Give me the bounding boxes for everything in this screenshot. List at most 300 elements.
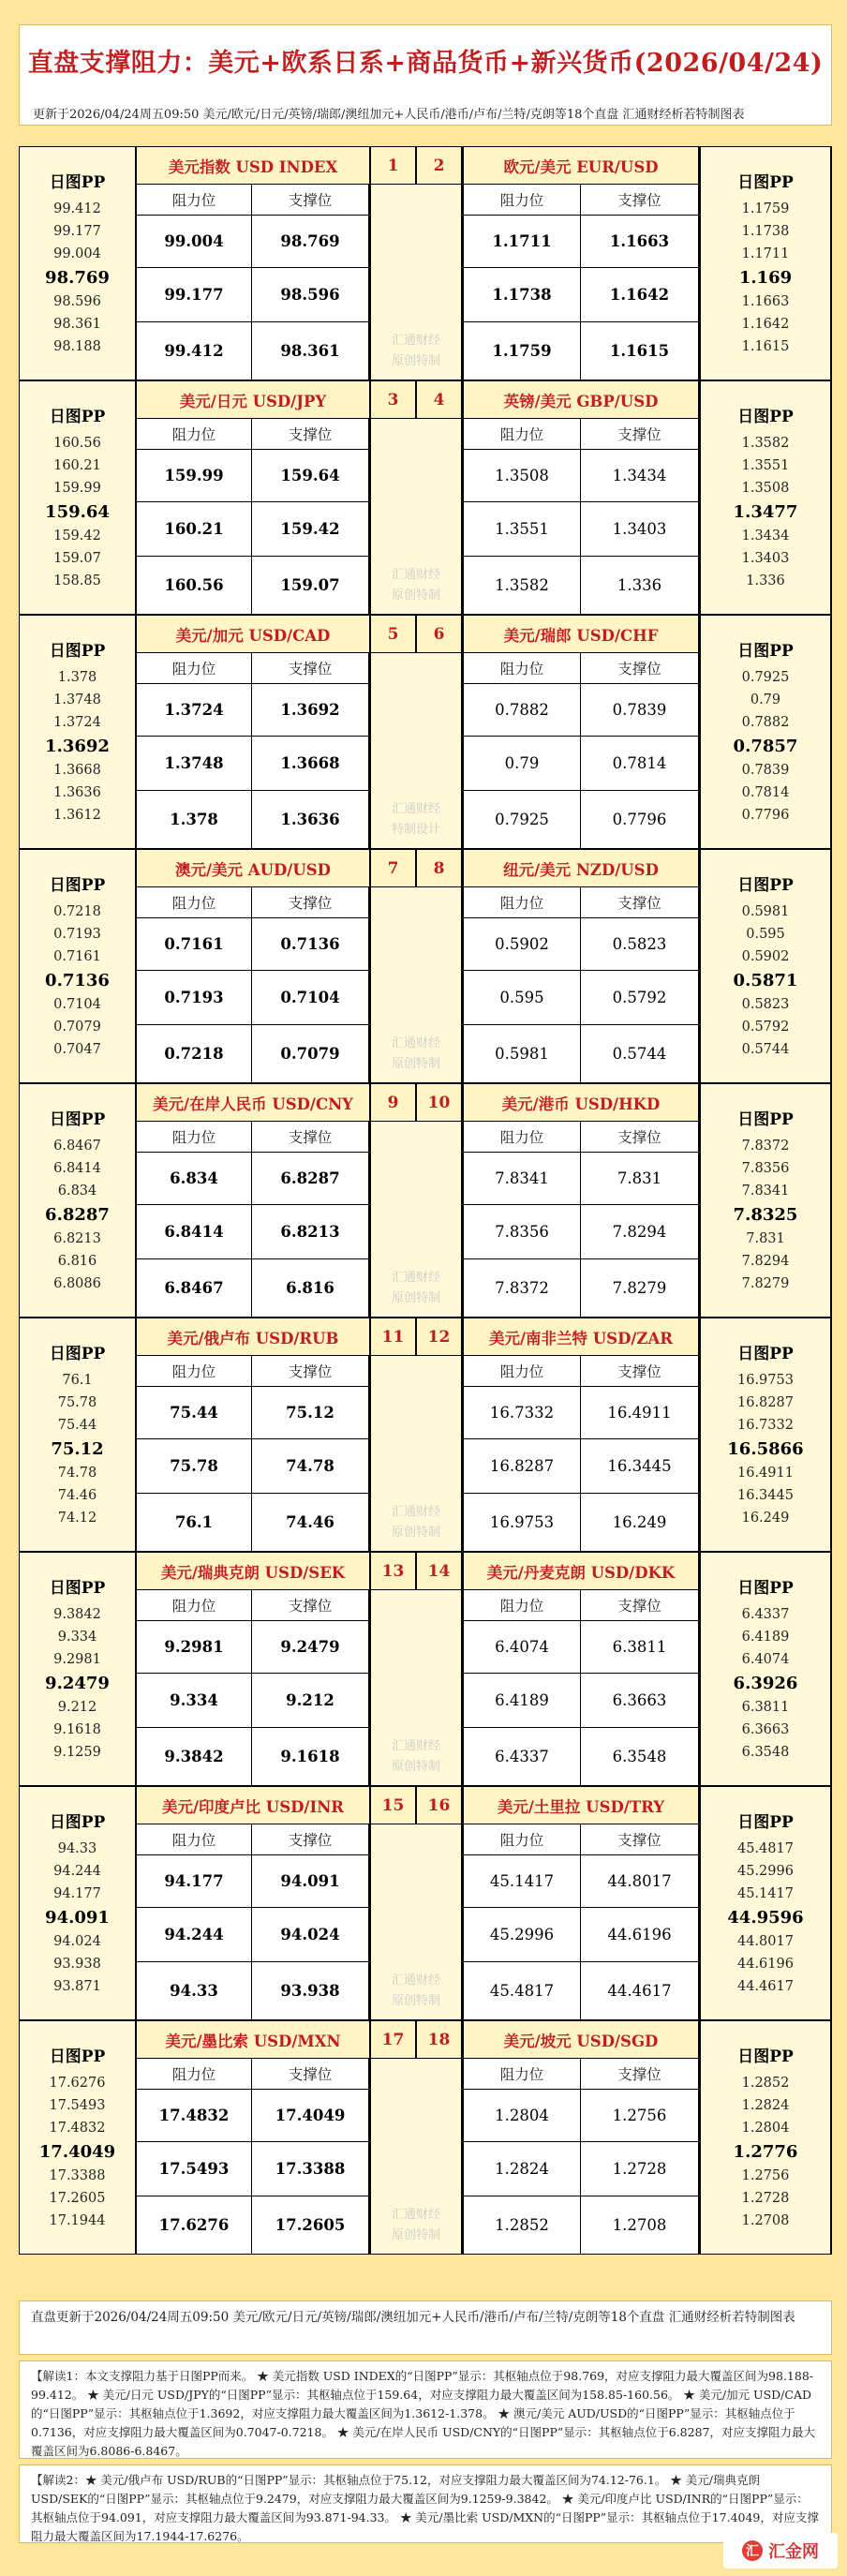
resistance-value: 45.1417 <box>464 1855 580 1907</box>
support-value: 6.3663 <box>581 1674 698 1727</box>
pp-level: 1.336 <box>746 573 785 588</box>
pp-header: 日图PP <box>737 642 794 661</box>
pp-level: 158.85 <box>53 573 101 588</box>
pair-name-left[interactable]: 美元/日元 USD/JPY <box>137 381 369 418</box>
watermark-line: 汇通财经 <box>391 1271 440 1285</box>
resistance-value: 94.244 <box>137 1908 251 1961</box>
pp-level: 9.1259 <box>53 1745 101 1760</box>
pp-levels <box>734 2072 798 2232</box>
support-header: 支撑位 <box>252 419 368 449</box>
resistance-value: 99.177 <box>137 268 251 321</box>
footer-update: 直盘更新于2026/04/24周五09:50 美元/欧元/日元/英镑/瑞郎/澳纽加元+人民币/港币/卢布/兰特/克朗等18个直盘 汇通财经析若特制图表 <box>19 2301 832 2355</box>
pp-level: 93.871 <box>53 1979 101 1994</box>
pair-name-left[interactable]: 美元/俄卢布 USD/RUB <box>137 1318 369 1355</box>
support-value: 6.3548 <box>581 1728 698 1785</box>
resistance-value: 1.2824 <box>464 2142 580 2196</box>
support-value: 6.816 <box>252 1259 368 1317</box>
pivot-point: 1.2776 <box>733 2142 798 2162</box>
pair-number-left: 9 <box>371 1084 415 1121</box>
resistance-header: 阻力位 <box>137 1824 251 1854</box>
pair-name-left[interactable]: 澳元/美元 AUD/USD <box>137 850 369 886</box>
pp-level: 1.1663 <box>741 294 790 309</box>
pp-level: 44.4617 <box>737 1979 794 1994</box>
resistance-value: 160.56 <box>137 557 251 614</box>
pair-number-left: 13 <box>371 1553 415 1589</box>
pp-level: 1.3748 <box>53 692 101 707</box>
pp-level: 1.3668 <box>53 763 101 778</box>
pp-header: 日图PP <box>737 173 794 192</box>
pp-level: 6.3663 <box>741 1722 790 1737</box>
pp-level: 1.3551 <box>741 458 790 473</box>
support-header: 支撑位 <box>252 2059 368 2089</box>
support-value: 44.4617 <box>581 1962 698 2019</box>
pair-name-right[interactable]: 美元/土里拉 USD/TRY <box>464 1787 698 1824</box>
pp-level: 0.7218 <box>53 904 101 919</box>
resistance-value: 0.5902 <box>464 918 580 970</box>
pair-number-left: 15 <box>371 1787 415 1824</box>
watermark-line: 汇通财经 <box>391 802 440 816</box>
support-value: 16.4911 <box>581 1387 698 1438</box>
watermark-line: 原创特制 <box>391 1526 440 1540</box>
pp-column-left <box>20 616 135 848</box>
pp-level: 9.334 <box>57 1630 97 1645</box>
resistance-value: 159.99 <box>137 450 251 501</box>
pp-header: 日图PP <box>49 2047 106 2066</box>
watermark-line: 汇通财经 <box>391 1036 440 1050</box>
pp-column-left <box>20 381 135 614</box>
pp-level: 16.3445 <box>737 1488 794 1503</box>
pp-column-right <box>701 1318 830 1551</box>
pp-level: 0.5981 <box>741 904 790 919</box>
pp-level: 7.8356 <box>741 1161 790 1176</box>
pivot-point: 44.9596 <box>727 1908 804 1928</box>
pp-level: 1.2804 <box>741 2121 790 2136</box>
pair-number-left: 5 <box>371 616 415 652</box>
resistance-value: 7.8356 <box>464 1205 580 1258</box>
pp-level: 0.7796 <box>741 808 790 823</box>
pp-header: 日图PP <box>49 876 106 895</box>
pp-level: 0.5744 <box>741 1042 790 1057</box>
pp-level: 6.8414 <box>53 1161 101 1176</box>
pp-level: 6.816 <box>57 1254 97 1269</box>
pair-number-left: 17 <box>371 2021 415 2058</box>
pair-name-right[interactable]: 美元/丹麦克朗 USD/DKK <box>464 1553 698 1589</box>
page-title: 直盘支撑阻力：美元+欧系日系+商品货币+新兴货币(2026/04/24) <box>27 49 824 78</box>
pp-level: 0.7925 <box>741 670 790 685</box>
resistance-header: 阻力位 <box>464 419 580 449</box>
pp-level: 0.79 <box>750 692 781 707</box>
pp-level: 44.8017 <box>737 1934 794 1949</box>
support-header: 支撑位 <box>581 653 698 683</box>
pp-level: 98.361 <box>53 317 101 332</box>
resistance-value: 6.8467 <box>137 1259 251 1317</box>
pp-header: 日图PP <box>49 1110 106 1129</box>
resistance-value: 6.8414 <box>137 1205 251 1258</box>
pp-level: 16.7332 <box>737 1418 794 1433</box>
watermark-line: 原创特制 <box>391 588 440 603</box>
resistance-value: 0.595 <box>464 971 580 1024</box>
resistance-value: 1.2852 <box>464 2196 580 2254</box>
pair-number-right: 4 <box>417 381 461 418</box>
pair-name-left[interactable]: 美元/印度卢比 USD/INR <box>137 1787 369 1824</box>
pp-header: 日图PP <box>737 876 794 895</box>
pair-name-right[interactable]: 纽元/美元 NZD/USD <box>464 850 698 886</box>
watermark-column <box>371 1824 461 2019</box>
pp-levels <box>39 2072 115 2232</box>
pp-level: 16.249 <box>741 1511 790 1526</box>
pivot-point: 1.169 <box>738 268 793 288</box>
watermark-line: 汇通财经 <box>391 1739 440 1753</box>
resistance-header: 阻力位 <box>137 887 251 917</box>
pp-level: 6.3811 <box>741 1700 790 1715</box>
pp-header: 日图PP <box>49 408 106 426</box>
support-value: 98.596 <box>252 268 368 321</box>
resistance-header: 阻力位 <box>464 1590 580 1620</box>
support-value: 1.3668 <box>252 737 368 790</box>
resistance-header: 阻力位 <box>137 1122 251 1152</box>
watermark-column <box>371 653 461 848</box>
pp-header: 日图PP <box>49 1579 106 1598</box>
support-value: 7.8294 <box>581 1205 698 1258</box>
pp-level: 0.5823 <box>741 997 790 1012</box>
pair-name-right[interactable]: 欧元/美元 EUR/USD <box>464 147 698 184</box>
pp-level: 0.7104 <box>53 997 101 1012</box>
pair-name-right[interactable]: 英镑/美元 GBP/USD <box>464 381 698 418</box>
resistance-value: 1.1759 <box>464 322 580 380</box>
support-value: 7.831 <box>581 1153 698 1204</box>
pp-level: 16.4911 <box>737 1466 794 1481</box>
resistance-value: 99.004 <box>137 216 251 267</box>
pp-level: 17.6276 <box>49 2076 106 2091</box>
support-value: 1.336 <box>581 557 698 614</box>
pair-number-left: 11 <box>371 1318 415 1355</box>
pp-header: 日图PP <box>737 1110 794 1129</box>
watermark-line: 原创特制 <box>391 2228 440 2242</box>
resistance-header: 阻力位 <box>464 1356 580 1386</box>
support-value: 159.64 <box>252 450 368 501</box>
support-value: 94.024 <box>252 1908 368 1961</box>
pp-level: 99.004 <box>53 246 101 261</box>
watermark <box>371 331 461 372</box>
pp-level: 0.7839 <box>741 763 790 778</box>
pair-number-right: 18 <box>417 2021 461 2058</box>
pair-block <box>19 615 832 849</box>
pp-level: 0.7079 <box>53 1020 101 1035</box>
pp-column-right <box>701 381 830 614</box>
pp-levels <box>734 666 798 826</box>
resistance-value: 75.44 <box>137 1387 251 1438</box>
pp-column-right <box>701 1084 830 1317</box>
watermark-line: 原创特制 <box>391 1291 440 1305</box>
pp-level: 16.8287 <box>737 1395 794 1410</box>
watermark-column <box>371 1356 461 1551</box>
support-value: 74.46 <box>252 1494 368 1551</box>
support-value: 17.2605 <box>252 2196 368 2254</box>
resistance-value: 94.33 <box>137 1962 251 2019</box>
pair-name-left[interactable]: 美元/在岸人民币 USD/CNY <box>137 1084 369 1121</box>
watermark-line: 汇通财经 <box>391 1973 440 1988</box>
pp-column-left <box>20 1787 135 2019</box>
pp-level: 76.1 <box>62 1373 93 1388</box>
resistance-header: 阻力位 <box>137 185 251 215</box>
resistance-value: 6.4074 <box>464 1621 580 1673</box>
pair-number-left: 7 <box>371 850 415 886</box>
resistance-header: 阻力位 <box>464 1824 580 1854</box>
pair-block <box>19 1552 832 1786</box>
pp-level: 6.8213 <box>53 1231 101 1246</box>
pp-level: 0.7161 <box>53 949 101 964</box>
site-logo <box>723 2533 838 2569</box>
watermark-column <box>371 419 461 614</box>
support-header: 支撑位 <box>581 1122 698 1152</box>
pp-level: 74.46 <box>57 1488 97 1503</box>
pp-level: 94.177 <box>53 1886 101 1901</box>
support-value: 0.7136 <box>252 918 368 970</box>
support-header: 支撑位 <box>252 185 368 215</box>
pair-name-right[interactable]: 美元/南非兰特 USD/ZAR <box>464 1318 698 1355</box>
pp-column-left <box>20 1553 135 1785</box>
support-value: 16.3445 <box>581 1439 698 1493</box>
support-value: 93.938 <box>252 1962 368 2019</box>
resistance-value: 9.2981 <box>137 1621 251 1673</box>
resistance-value: 0.5981 <box>464 1025 580 1082</box>
pp-column-right <box>701 1787 830 2019</box>
pp-level: 1.1759 <box>741 201 790 216</box>
pp-level: 6.3548 <box>741 1745 790 1760</box>
watermark-column <box>371 2059 461 2254</box>
pp-level: 99.412 <box>53 201 101 216</box>
pivot-point: 75.12 <box>51 1439 104 1459</box>
pp-level: 1.1642 <box>741 317 790 332</box>
pp-levels <box>739 198 792 358</box>
resistance-value: 6.4189 <box>464 1674 580 1727</box>
pair-name-right[interactable]: 美元/瑞郎 USD/CHF <box>464 616 698 652</box>
support-header: 支撑位 <box>252 1590 368 1620</box>
update-line: 更新于2026/04/24周五09:50 美元/欧元/日元/英镑/瑞郎/澳纽加元+人民币/港币/卢布/兰特/克朗等18个直盘 汇通财经析若特制图表 <box>33 108 745 122</box>
pair-name-left[interactable]: 美元/瑞典克朗 USD/SEK <box>137 1553 369 1589</box>
pp-level: 74.78 <box>57 1466 97 1481</box>
support-header: 支撑位 <box>581 185 698 215</box>
pp-levels <box>727 1369 803 1529</box>
watermark <box>371 799 461 841</box>
pp-level: 7.8279 <box>741 1276 790 1291</box>
resistance-header: 阻力位 <box>137 2059 251 2089</box>
support-value: 1.1615 <box>581 322 698 380</box>
resistance-value: 17.4832 <box>137 2090 251 2141</box>
pp-level: 1.2728 <box>741 2191 790 2206</box>
pair-name-left[interactable]: 美元/加元 USD/CAD <box>137 616 369 652</box>
pair-name-left[interactable]: 美元指数 USD INDEX <box>137 147 369 184</box>
pair-name-left[interactable]: 美元/墨比索 USD/MXN <box>137 2021 369 2058</box>
support-value: 0.5823 <box>581 918 698 970</box>
support-header: 支撑位 <box>581 419 698 449</box>
pp-level: 7.8372 <box>741 1139 790 1154</box>
support-value: 1.2708 <box>581 2196 698 2254</box>
resistance-header: 阻力位 <box>464 887 580 917</box>
resistance-value: 1.3582 <box>464 557 580 614</box>
pair-name-right[interactable]: 美元/港币 USD/HKD <box>464 1084 698 1121</box>
pp-column-left <box>20 1318 135 1551</box>
support-value: 1.3692 <box>252 684 368 736</box>
support-value: 1.1642 <box>581 268 698 321</box>
support-value: 9.212 <box>252 1674 368 1727</box>
pp-level: 7.8294 <box>741 1254 790 1269</box>
resistance-value: 0.7925 <box>464 791 580 848</box>
pp-levels <box>734 1135 798 1295</box>
pp-level: 1.3724 <box>53 715 101 730</box>
watermark-line: 汇通财经 <box>391 2208 440 2222</box>
resistance-value: 6.4337 <box>464 1728 580 1785</box>
watermark-column <box>371 1590 461 1785</box>
watermark-line: 原创特制 <box>391 354 440 368</box>
resistance-value: 7.8372 <box>464 1259 580 1317</box>
logo-icon: 汇 <box>742 2540 763 2561</box>
pp-header: 日图PP <box>737 1345 794 1363</box>
pp-level: 6.4074 <box>741 1652 790 1667</box>
pp-level: 45.4817 <box>737 1841 794 1856</box>
pivot-point: 0.7857 <box>733 737 798 756</box>
pivot-point: 94.091 <box>45 1908 110 1928</box>
resistance-value: 16.7332 <box>464 1387 580 1438</box>
pp-column-left <box>20 147 135 380</box>
pp-level: 7.8341 <box>741 1184 790 1199</box>
pp-column-right <box>701 1553 830 1785</box>
support-header: 支撑位 <box>581 887 698 917</box>
watermark-line: 原创特制 <box>391 1994 440 2008</box>
pp-level: 1.1615 <box>741 339 790 354</box>
resistance-header: 阻力位 <box>464 2059 580 2089</box>
resistance-value: 0.7218 <box>137 1025 251 1082</box>
watermark <box>371 1971 461 2012</box>
pair-block <box>19 849 832 1083</box>
pp-level: 0.7814 <box>741 785 790 800</box>
pivot-point: 0.7136 <box>45 971 110 990</box>
pp-levels <box>727 1838 803 1998</box>
pp-column-left <box>20 850 135 1082</box>
watermark-column <box>371 185 461 380</box>
pp-level: 1.3508 <box>741 481 790 496</box>
pp-level: 1.378 <box>57 670 97 685</box>
support-value: 159.07 <box>252 557 368 614</box>
pp-level: 0.7882 <box>741 715 790 730</box>
resistance-value: 7.8341 <box>464 1153 580 1204</box>
support-value: 0.5744 <box>581 1025 698 1082</box>
support-value: 44.6196 <box>581 1908 698 1961</box>
report-header <box>19 24 832 126</box>
pp-levels <box>45 1135 110 1295</box>
support-value: 7.8279 <box>581 1259 698 1317</box>
watermark-line: 汇通财经 <box>391 334 440 348</box>
resistance-value: 160.21 <box>137 502 251 556</box>
watermark-line: 汇通财经 <box>391 568 440 582</box>
watermark-line: 原创特制 <box>391 1760 440 1774</box>
pp-level: 1.2852 <box>741 2076 790 2091</box>
support-value: 1.3434 <box>581 450 698 501</box>
pp-level: 9.1618 <box>53 1722 101 1737</box>
pp-level: 17.3388 <box>49 2168 106 2183</box>
resistance-value: 1.3748 <box>137 737 251 790</box>
pp-level: 160.21 <box>53 458 101 473</box>
pp-levels <box>51 1369 103 1529</box>
watermark-column <box>371 1122 461 1317</box>
support-value: 17.3388 <box>252 2142 368 2196</box>
support-value: 94.091 <box>252 1855 368 1907</box>
pp-levels <box>734 1603 798 1764</box>
pp-level: 93.938 <box>53 1957 101 1972</box>
pair-number-right: 10 <box>417 1084 461 1121</box>
resistance-header: 阻力位 <box>137 1356 251 1386</box>
support-value: 6.8287 <box>252 1153 368 1204</box>
pp-level: 1.2824 <box>741 2098 790 2113</box>
support-value: 0.7796 <box>581 791 698 848</box>
pair-name-right[interactable]: 美元/坡元 USD/SGD <box>464 2021 698 2058</box>
resistance-value: 1.3724 <box>137 684 251 736</box>
support-header: 支撑位 <box>581 2059 698 2089</box>
pair-number-right: 8 <box>417 850 461 886</box>
pp-level: 0.7047 <box>53 1042 101 1057</box>
pp-column-left <box>20 2021 135 2254</box>
pair-number-left: 1 <box>371 147 415 184</box>
pp-level: 1.3636 <box>53 785 101 800</box>
support-value: 0.5792 <box>581 971 698 1024</box>
resistance-value: 1.1711 <box>464 216 580 267</box>
pp-level: 160.56 <box>53 436 101 451</box>
pair-number-right: 12 <box>417 1318 461 1355</box>
resistance-value: 76.1 <box>137 1494 251 1551</box>
watermark <box>371 1736 461 1778</box>
support-value: 159.42 <box>252 502 368 556</box>
pivot-point: 17.4049 <box>38 2142 116 2162</box>
resistance-value: 1.378 <box>137 791 251 848</box>
pp-levels <box>734 432 798 592</box>
resistance-value: 0.7882 <box>464 684 580 736</box>
resistance-value: 45.2996 <box>464 1908 580 1961</box>
resistance-value: 0.7193 <box>137 971 251 1024</box>
pp-level: 75.78 <box>57 1395 97 1410</box>
pp-level: 1.3612 <box>53 808 101 823</box>
support-value: 44.8017 <box>581 1855 698 1907</box>
support-header: 支撑位 <box>252 653 368 683</box>
resistance-value: 16.9753 <box>464 1494 580 1551</box>
resistance-value: 1.2804 <box>464 2090 580 2141</box>
pp-level: 9.2981 <box>53 1652 101 1667</box>
pp-level: 45.1417 <box>737 1886 794 1901</box>
support-value: 0.7104 <box>252 971 368 1024</box>
pp-level: 17.2605 <box>49 2191 106 2206</box>
support-value: 16.249 <box>581 1494 698 1551</box>
support-value: 0.7839 <box>581 684 698 736</box>
watermark-line: 汇通财经 <box>391 1505 440 1519</box>
pp-level: 0.7193 <box>53 927 101 942</box>
resistance-value: 17.6276 <box>137 2196 251 2254</box>
pivot-point: 6.3926 <box>733 1674 798 1693</box>
pp-level: 74.12 <box>57 1511 97 1526</box>
resistance-value: 6.834 <box>137 1153 251 1204</box>
resistance-header: 阻力位 <box>137 1590 251 1620</box>
pp-header: 日图PP <box>49 642 106 661</box>
support-value: 6.3811 <box>581 1621 698 1673</box>
support-value: 0.7079 <box>252 1025 368 1082</box>
resistance-value: 1.1738 <box>464 268 580 321</box>
resistance-value: 9.3842 <box>137 1728 251 1785</box>
watermark-line: 原创特制 <box>391 1057 440 1071</box>
logo-text: 汇金网 <box>768 2542 819 2562</box>
pp-levels <box>45 666 110 826</box>
support-value: 9.1618 <box>252 1728 368 1785</box>
support-header: 支撑位 <box>252 887 368 917</box>
pp-column-right <box>701 616 830 848</box>
support-header: 支撑位 <box>581 1824 698 1854</box>
